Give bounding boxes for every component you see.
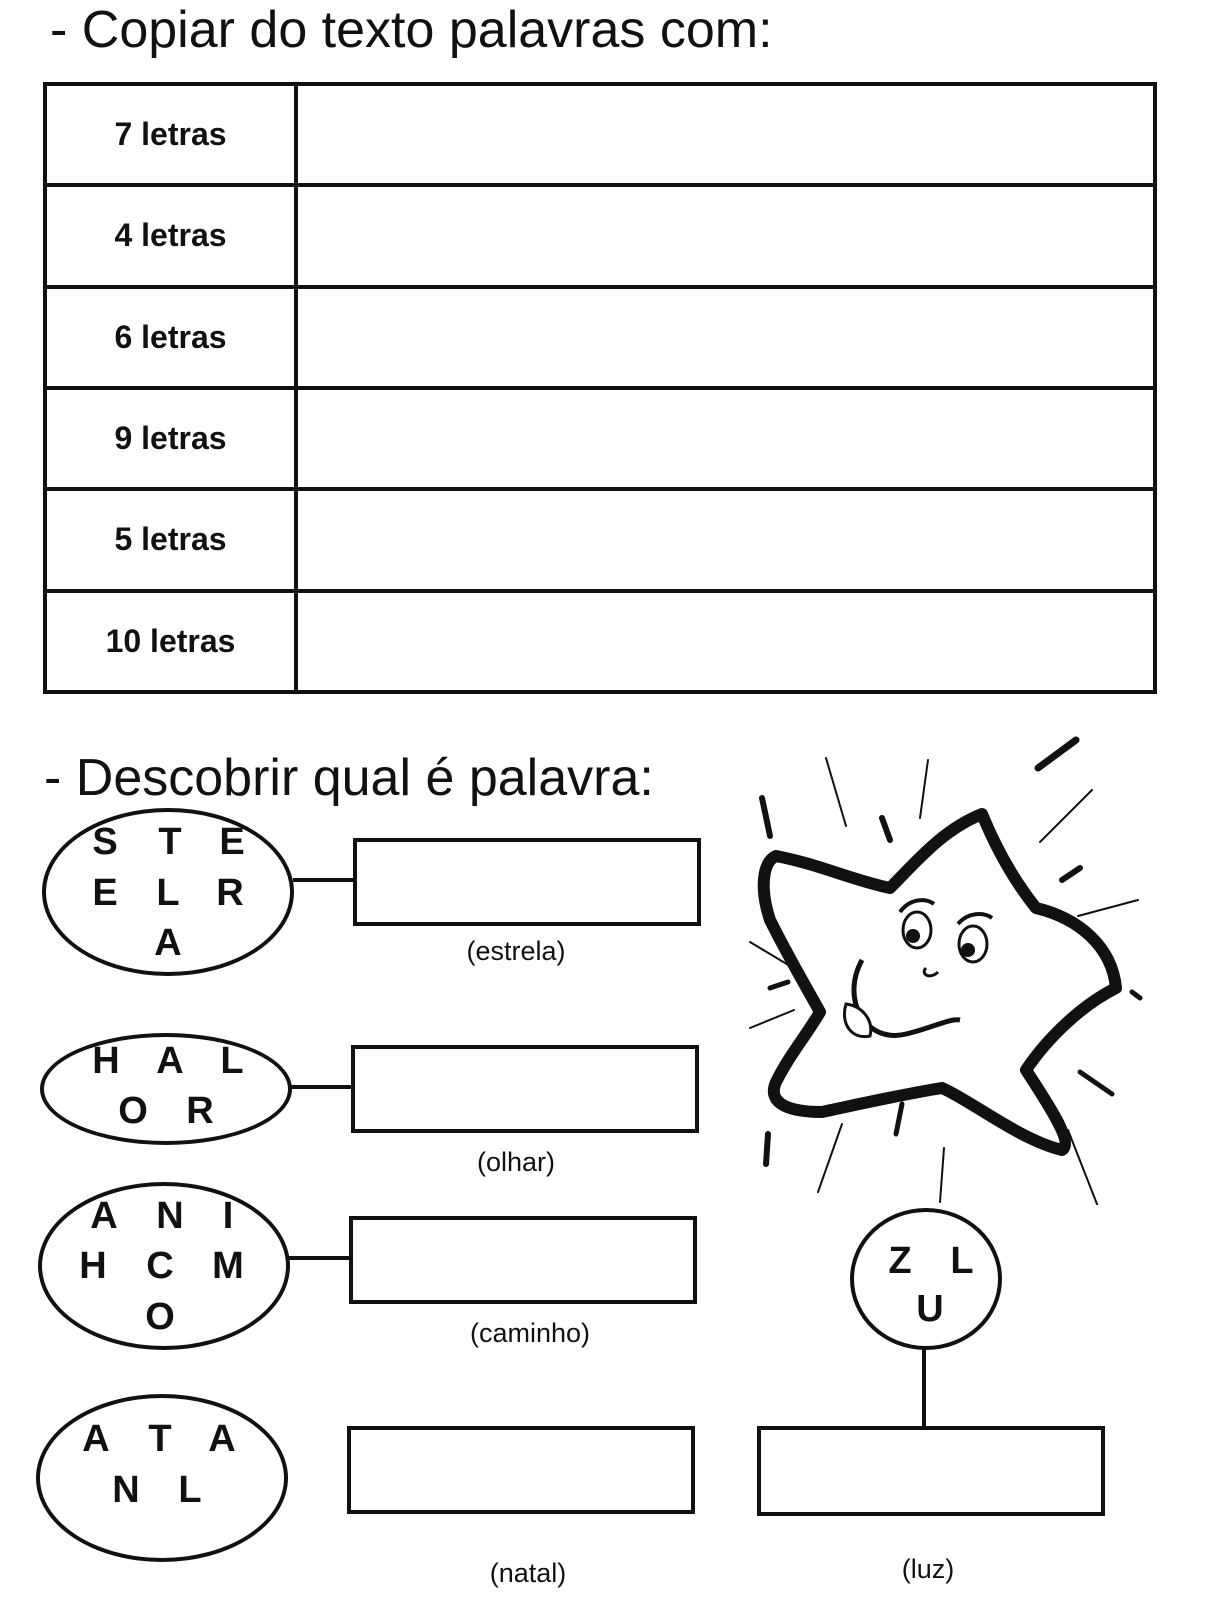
connector-line <box>922 1348 926 1428</box>
answer-cell-6[interactable] <box>296 287 1155 388</box>
section-title-copy-words: - Copiar do texto palavras com: <box>50 1 773 59</box>
letter: N <box>112 1469 140 1511</box>
letter: M <box>212 1245 244 1287</box>
letter: T <box>158 821 182 863</box>
letter: E <box>92 872 118 914</box>
letter: L <box>950 1240 974 1282</box>
table-row <box>45 185 1155 286</box>
row-label: 7 letras <box>45 84 296 185</box>
connector-line <box>293 878 355 882</box>
letter: O <box>145 1296 175 1338</box>
answer-cell-4[interactable] <box>296 185 1155 286</box>
hint-label: (caminho) <box>469 1318 591 1348</box>
row-label: 5 letras <box>45 489 296 590</box>
table-row <box>45 489 1155 590</box>
answer-box-olhar[interactable] <box>351 1045 699 1133</box>
letter: N <box>156 1195 184 1237</box>
table-row <box>45 388 1155 489</box>
letter: L <box>178 1469 202 1511</box>
row-label: 10 letras <box>45 591 296 692</box>
letter: L <box>220 1040 244 1082</box>
answer-box-caminho[interactable] <box>349 1216 697 1304</box>
row-label: 9 letras <box>45 388 296 489</box>
connector-line <box>291 1085 353 1089</box>
letter: A <box>208 1418 236 1460</box>
letter: T <box>148 1418 172 1460</box>
answer-cell-7[interactable] <box>296 84 1155 185</box>
letter: R <box>186 1090 214 1132</box>
connector-line <box>289 1256 351 1260</box>
answer-box-estrela[interactable] <box>353 838 701 926</box>
hint-label: (olhar) <box>476 1147 556 1177</box>
letter: A <box>90 1195 118 1237</box>
hint-label: (estrela) <box>466 936 566 966</box>
hint-label: (natal) <box>489 1558 567 1588</box>
table-row <box>45 84 1155 185</box>
smiling-star-icon <box>735 725 1155 1205</box>
letter: Z <box>888 1240 912 1282</box>
letter: I <box>222 1195 234 1237</box>
letter: E <box>219 821 245 863</box>
letter: A <box>154 922 182 964</box>
letter: R <box>216 872 244 914</box>
letters-count-table <box>43 82 1157 694</box>
section-title-discover-word: - Descobrir qual é palavra: <box>44 749 654 807</box>
letter: H <box>79 1245 107 1287</box>
letter: A <box>82 1418 110 1460</box>
letter: L <box>156 872 180 914</box>
answer-cell-10[interactable] <box>296 591 1155 692</box>
letter: S <box>92 821 118 863</box>
letter: C <box>146 1245 174 1287</box>
row-label: 6 letras <box>45 287 296 388</box>
letter: U <box>916 1288 944 1330</box>
letter: O <box>118 1090 148 1132</box>
answer-cell-9[interactable] <box>296 388 1155 489</box>
letter: A <box>156 1040 184 1082</box>
letter: H <box>92 1040 120 1082</box>
table-row <box>45 287 1155 388</box>
hint-label: (luz) <box>901 1554 955 1584</box>
answer-box-luz[interactable] <box>757 1426 1105 1516</box>
answer-box-natal[interactable] <box>347 1426 695 1514</box>
answer-cell-5[interactable] <box>296 489 1155 590</box>
row-label: 4 letras <box>45 185 296 286</box>
table-row <box>45 591 1155 692</box>
